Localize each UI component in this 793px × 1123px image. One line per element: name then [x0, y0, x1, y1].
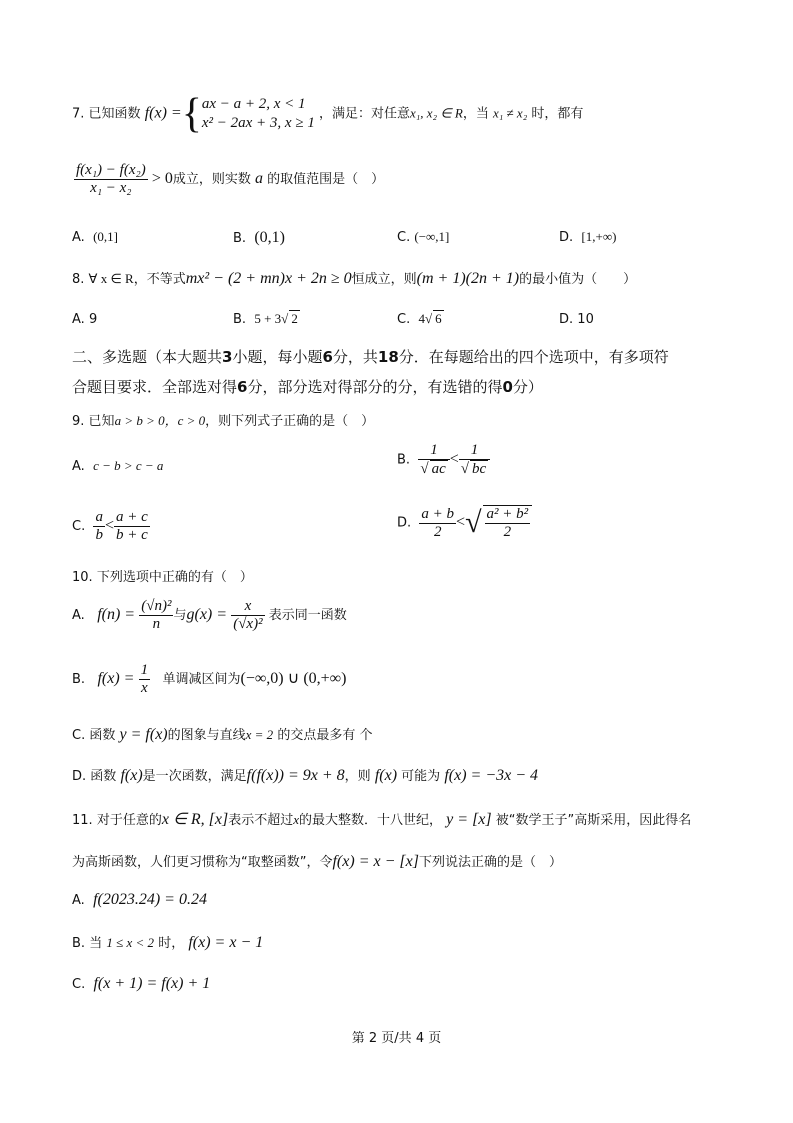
q10-option-b-num: 1 — [140, 662, 149, 678]
q10-option-a-gn: g(x) = — [186, 606, 228, 623]
q7-tail: 成立，则实数 — [172, 172, 251, 187]
q7-brace: { — [181, 91, 202, 137]
q10-option-c — [72, 724, 372, 744]
q10-option-b-fn: f(x) = — [97, 670, 135, 687]
q7-option-c-text: (−∞,1] — [414, 229, 450, 244]
q11-option-b-pre: 当 — [89, 936, 103, 951]
q10-option-b-interval: (−∞,0) ∪ (0,+∞) — [240, 670, 347, 687]
q11-option-b-cond: 1 ≤ x < 2 — [106, 935, 155, 950]
q9-option-d-den2: 2 — [503, 524, 512, 540]
q9-option-c-num1: a — [95, 509, 103, 525]
q9-option-c-den2: b + c — [116, 527, 148, 543]
q9-number: 9. — [72, 414, 85, 429]
q7-lead: 已知函数 — [88, 106, 141, 122]
q7-var-a: a — [255, 170, 264, 187]
q11-mid: 表示不超过 — [228, 813, 294, 828]
q11-definition: f(x) = x − [x] — [332, 853, 419, 870]
q11-option-a — [72, 891, 207, 909]
q10-option-d-answer: f(x) = −3x − 4 — [444, 767, 539, 784]
q9-option-c — [72, 509, 150, 544]
q7-option-d-label: D. — [559, 230, 574, 245]
q7-option-a-text: (0,1] — [93, 229, 118, 244]
q9-option-c-frac1 — [93, 509, 105, 544]
q10-option-d-label: D. — [72, 769, 87, 784]
section2-num-4: 6 — [237, 378, 248, 396]
q9-tail: ，则下列式子正确的是（ ） — [205, 414, 375, 429]
q8-option-c-radicand: 6 — [435, 311, 442, 326]
q8-mid: ，不等式 — [133, 272, 186, 287]
q10-option-d-mid3: 可能为 — [401, 769, 441, 784]
q7-when: ，当 — [462, 106, 489, 122]
q8-option-d — [559, 312, 594, 327]
section2-text-1: 二、多选题（本大题共 — [72, 348, 223, 366]
q11-tail: 被“数学王子”高斯采用，因此得名 — [495, 813, 692, 828]
q8-expression: (m + 1)(2n + 1) — [416, 270, 520, 287]
q8-option-a-text: 9 — [88, 312, 98, 327]
q11-set: x ∈ R, [x] — [161, 811, 229, 828]
q10-option-d-mid2: ，则 — [344, 769, 371, 784]
q7-option-c — [397, 229, 449, 245]
q10-option-b-text: 单调减区间为 — [162, 672, 241, 687]
q10-option-a-gnum: x — [231, 598, 264, 616]
q9-option-b-radicand1: ac — [431, 461, 446, 477]
q7-cases — [202, 95, 315, 133]
q8-option-c — [397, 310, 444, 327]
q7-tail2: 的取值范围是（ ） — [267, 172, 385, 187]
q8-option-b-label: B. — [233, 312, 247, 327]
q9-option-a — [72, 458, 163, 474]
q7-option-b-label: B. — [233, 231, 247, 246]
q10-option-d-fn2: f(x) — [374, 767, 398, 784]
q11-option-b-eq: f(x) = x − 1 — [188, 934, 264, 951]
q10-number: 10. — [72, 570, 93, 585]
q7-option-a — [72, 229, 118, 245]
q11-option-b-label: B. — [72, 936, 86, 951]
section2-text-5: 合题目要求．全部选对得 — [72, 378, 238, 396]
q11-option-c — [72, 975, 210, 993]
q7-number: 7. — [72, 106, 85, 122]
q10-option-a-frac2 — [231, 598, 264, 633]
q9-option-d-num1: a + b — [421, 505, 455, 522]
q11-option-a-text: f(2023.24) = 0.24 — [93, 891, 207, 908]
q8-option-a — [72, 312, 97, 327]
q10-stem — [72, 566, 253, 585]
q10-option-b-den: x — [141, 680, 148, 696]
q9-option-b-frac2 — [459, 442, 490, 478]
q7-neq: x₁ ≠ x₂ — [493, 105, 528, 121]
q9-option-c-lt: < — [104, 517, 115, 534]
q7-cond: ，满足：对任意 — [318, 106, 410, 122]
q10-option-b-label: B. — [72, 672, 86, 687]
q9-stem — [72, 410, 374, 429]
q9-option-b-radical-icon-1: √ — [420, 461, 429, 477]
q7-option-b-text: (0,1) — [254, 229, 285, 246]
q9-option-b — [397, 442, 490, 478]
q9-option-b-den1 — [418, 460, 449, 478]
q9-option-c-den1: b — [95, 527, 103, 543]
q7-option-c-label: C. — [397, 230, 411, 245]
q10-option-a-gden: (√x)² — [233, 616, 263, 632]
q10-option-a-fn: f(n) = — [97, 606, 136, 623]
q8-option-b-radical-icon: √ — [281, 311, 289, 326]
q8-option-c-label: C. — [397, 312, 411, 327]
q8-mid2: 恒成立，则 — [351, 272, 417, 287]
q7-stem-line2 — [74, 162, 384, 197]
q7-case1: ax − a + 2, x < 1 — [201, 96, 306, 112]
q10-option-c-mid: 的图象与直线 — [167, 728, 246, 743]
q7-case2: x² − 2ax + 3, x ≥ 1 — [201, 115, 315, 131]
q8-option-d-label: D. — [559, 312, 574, 327]
q8-option-a-label: A. — [72, 312, 85, 327]
q9-option-a-label: A. — [72, 459, 85, 474]
q10-option-a-label: A. — [72, 608, 85, 623]
q9-option-d-num2: a² + b² — [486, 506, 529, 522]
q10-option-a-and: 与 — [173, 608, 187, 623]
q11-option-a-label: A. — [72, 893, 85, 908]
section2-num-3: 18 — [377, 348, 399, 366]
q9-option-b-radical-icon-2: √ — [460, 461, 469, 477]
q10-option-b-frac — [139, 662, 151, 697]
q7-option-b — [233, 229, 285, 247]
q9-option-d-label: D. — [397, 515, 412, 531]
q7-option-d-text: [1,+∞) — [581, 229, 617, 244]
q10-lead: 下列选项中正确的有（ ） — [96, 570, 253, 585]
q11-option-c-label: C. — [72, 977, 86, 992]
q10-option-c-line: x = 2 — [245, 727, 274, 742]
section2-text-4: 分．在每题给出的四个选项中，有多项符 — [398, 348, 669, 366]
q7-frac-num: f(x₁) − f(x₂) — [76, 162, 146, 178]
q9-option-b-num2: 1 — [459, 442, 490, 460]
q7-frac-den: x₁ − x₂ — [90, 180, 132, 196]
q8-lead: ∀ x ∈ R — [88, 271, 134, 286]
section2-text-6: 分，部分选对得部分的分，有选错的得 — [247, 378, 503, 396]
q9-option-d-den1: 2 — [433, 523, 442, 540]
q9-option-b-den2 — [459, 460, 490, 478]
q8-option-c-text: 4 — [418, 311, 425, 326]
q8-option-b-radicand: 2 — [291, 311, 298, 326]
q11-number: 11. — [72, 813, 93, 828]
q8-stem — [72, 268, 636, 288]
q11-var: x — [293, 812, 300, 827]
section2-header-line1 — [72, 346, 669, 367]
q9-option-c-label: C. — [72, 519, 86, 534]
section2-num-2: 6 — [322, 348, 333, 366]
q11-option-b-mid: 时， — [158, 936, 185, 951]
q7-vars: x₁, x₂ ∈ R — [409, 105, 463, 121]
q11-line2b: 下列说法正确的是（ ） — [418, 855, 562, 870]
q9-option-b-num1: 1 — [418, 442, 449, 460]
q9-option-a-text: c − b > c − a — [93, 458, 164, 473]
q7-all: 时，都有 — [531, 106, 584, 122]
q10-option-c-label: C. — [72, 728, 86, 743]
q8-number: 8. — [72, 272, 85, 287]
q9-option-d-radical-icon: √ — [465, 506, 482, 539]
q9-option-d-lt: < — [456, 513, 466, 531]
q11-stem-line2 — [72, 851, 562, 871]
q10-option-a-tail: 表示同一函数 — [268, 608, 347, 623]
q8-option-c-radical-icon: √ — [424, 311, 433, 326]
q11-fn: y = [x] — [446, 811, 492, 828]
section2-num-5: 0 — [502, 378, 513, 396]
q11-option-b — [72, 932, 263, 952]
q9-option-b-lt: < — [449, 450, 459, 468]
q10-option-a-den: n — [152, 616, 161, 632]
q10-option-c-tail: 的交点最多有 个 — [277, 728, 373, 743]
q11-lead: 对于任意的 — [96, 813, 162, 828]
q7-option-d — [559, 229, 616, 245]
q9-option-b-radicand2: bc — [472, 461, 487, 477]
q10-option-d-eq: f(f(x)) = 9x + 8 — [246, 767, 345, 784]
q7-stem-line1 — [72, 91, 584, 137]
q7-fx: f(x) = — [144, 104, 182, 122]
q10-option-a-num: (√n)² — [141, 598, 172, 614]
q9-option-d-frac1 — [419, 506, 456, 541]
q7-gt0: > 0 — [151, 170, 173, 187]
q9-option-b-label: B. — [397, 452, 411, 468]
section2-num-1: 3 — [222, 348, 233, 366]
q9-option-d — [397, 505, 532, 541]
q7-option-a-label: A. — [72, 230, 85, 245]
q10-option-d-fn: f(x) — [120, 767, 143, 784]
q9-condition: a > b > 0，c > 0 — [114, 413, 206, 428]
q10-option-d — [72, 765, 538, 785]
q8-inequality: mx² − (2 + mn)x + 2n ≥ 0 — [185, 270, 352, 287]
q11-option-c-text: f(x + 1) = f(x) + 1 — [93, 975, 211, 992]
q9-option-c-frac2 — [114, 509, 150, 544]
section2-text-2: 小题，每小题 — [232, 348, 323, 366]
q10-option-a-frac1 — [139, 598, 173, 633]
q9-option-b-frac1 — [418, 442, 449, 478]
q10-option-d-mid: 是一次函数，满足 — [142, 769, 247, 784]
q10-option-b — [72, 662, 346, 697]
q9-option-c-num2: a + c — [116, 509, 148, 525]
q8-option-b-text: 5 + 3 — [254, 311, 282, 326]
q10-option-d-pre: 函数 — [90, 769, 117, 784]
q8-option-d-text: 10 — [577, 312, 594, 327]
section2-text-7: 分） — [512, 378, 543, 396]
section2-header-line2 — [72, 376, 543, 397]
q10-option-a — [72, 598, 347, 633]
q9-option-d-frac2 — [483, 505, 533, 541]
q8-tail: 的最小值为（ ） — [519, 272, 637, 287]
q11-stem-line1 — [72, 809, 691, 829]
q9-lead: 已知 — [88, 414, 115, 429]
q10-option-c-pre: 函数 — [89, 728, 116, 743]
q8-option-b — [233, 310, 300, 327]
q11-line2: 为高斯函数，人们更习惯称为“取整函数”，令 — [72, 855, 333, 870]
q11-mid2: 的最大整数．十八世纪， — [299, 813, 443, 828]
q7-fraction — [74, 162, 148, 197]
page-footer: 第 2 页/共 4 页 — [351, 1031, 442, 1046]
q10-option-c-fn: y = f(x) — [119, 726, 168, 743]
section2-text-3: 分，共 — [332, 348, 378, 366]
